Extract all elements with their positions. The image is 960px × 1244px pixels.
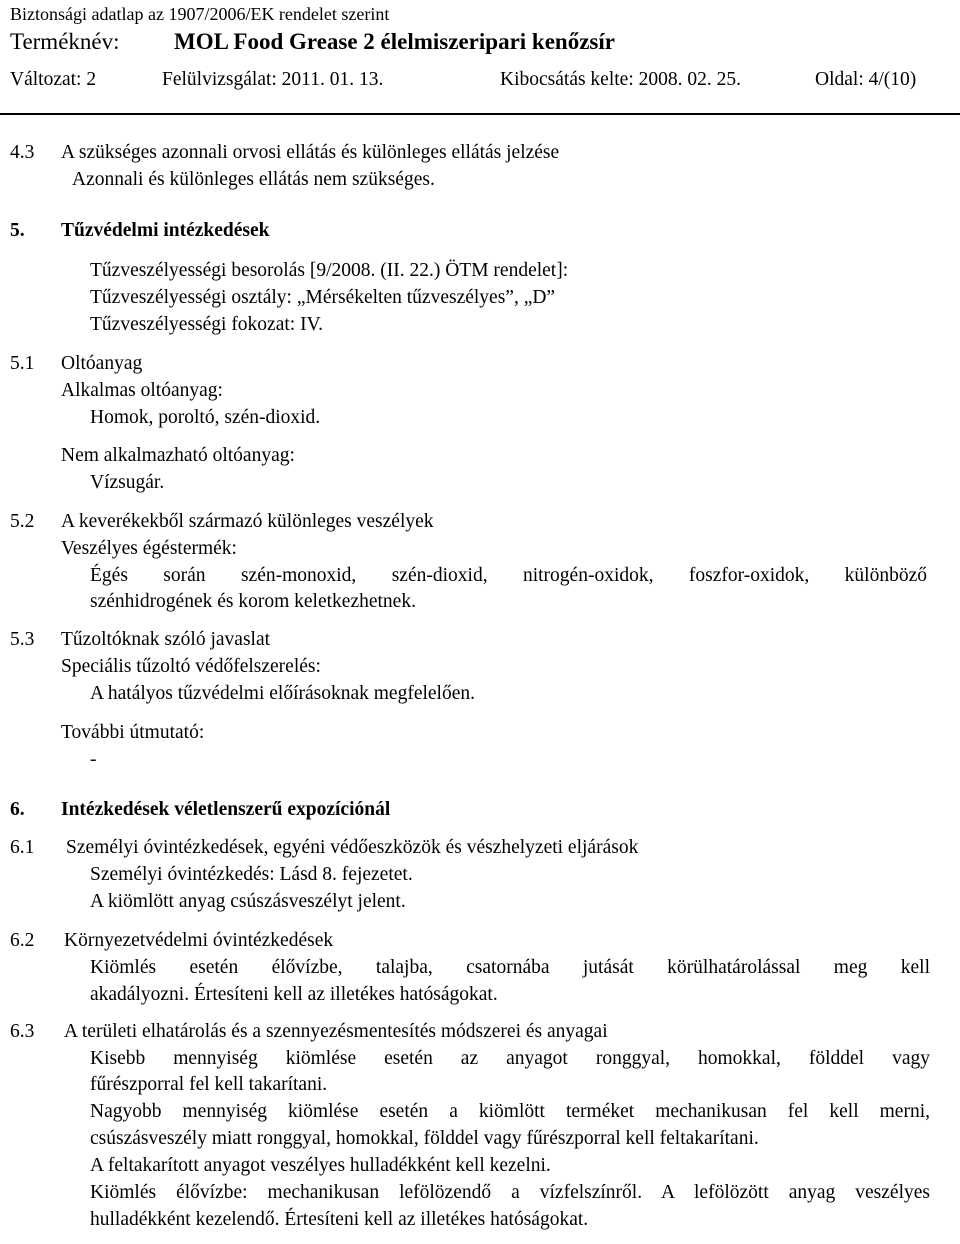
section-6-2-title: Környezetvédelmi óvintézkedések xyxy=(64,930,334,951)
unsuitable-media-label: Nem alkalmazható oltóanyag: xyxy=(61,445,295,466)
combustion-products-text-2: szénhidrogének és korom keletkezhetnek. xyxy=(90,591,416,612)
section-6-1-number: 6.1 xyxy=(10,837,35,858)
further-advice-label: További útmutató: xyxy=(61,722,205,743)
section-6-number: 6. xyxy=(10,799,25,820)
section-5-title: Tűzvédelmi intézkedések xyxy=(61,220,270,241)
unsuitable-media-text: Vízsugár. xyxy=(90,472,165,493)
section-4-3-text: Azonnali és különleges ellátás nem szükséges. xyxy=(72,169,435,190)
section-6-2-number: 6.2 xyxy=(10,930,35,951)
protective-equipment-label: Speciális tűzoltó védőfelszerelés: xyxy=(61,656,321,677)
protective-equipment-text: A hatályos tűzvédelmi előírásoknak megfelelően. xyxy=(90,683,476,704)
fire-class: Tűzveszélyességi osztály: „Mérsékelten tűzveszélyes”, „D” xyxy=(90,287,556,308)
cleanup-small-text-2: fűrészporral fel kell takarítani. xyxy=(90,1074,328,1095)
cleanup-large-text-1: Nagyobb mennyiség kiömlése esetén a kiömlött terméket mechanikusan fel kell merni, xyxy=(90,1101,930,1122)
suitable-media-text: Homok, poroltó, szén-dioxid. xyxy=(90,407,321,428)
cleanup-small-text-1: Kisebb mennyiség kiömlése esetén az anyagot ronggyal, homokkal, földdel vagy xyxy=(90,1048,930,1069)
section-6-title: Intézkedések véletlenszerű expozíciónál xyxy=(61,799,391,820)
header-divider xyxy=(0,113,960,115)
slip-hazard-text: A kiömlött anyag csúszásveszélyt jelent. xyxy=(90,891,406,912)
section-5-2-title: A keverékekből származó különleges veszélyek xyxy=(61,511,434,532)
section-5-3-title: Tűzoltóknak szóló javaslat xyxy=(61,629,271,650)
section-5-2-number: 5.2 xyxy=(10,511,35,532)
waste-handling-text: A feltakarított anyagot veszélyes hulladékként kell kezelni. xyxy=(90,1155,551,1176)
water-spill-text-2: hulladékként kezelendő. Értesíteni kell az illetékes hatóságokat. xyxy=(90,1209,589,1230)
section-5-1-title: Oltóanyag xyxy=(61,353,143,374)
section-4-3-title: A szükséges azonnali orvosi ellátás és különleges ellátás jelzése xyxy=(61,142,560,163)
section-4-3-number: 4.3 xyxy=(10,142,35,163)
regulation-line: Biztonsági adatlap az 1907/2006/EK rendelet szerint xyxy=(10,4,390,24)
combustion-products-text-1: Égés során szén-monoxid, szén-dioxid, nitrogén-oxidok, foszfor-oxidok, különböző xyxy=(90,565,927,586)
revision-date: Felülvizsgálat: 2011. 01. 13. xyxy=(162,69,384,90)
environmental-text-1: Kiömlés esetén élővízbe, talajba, csatornába jutását körülhatárolással meg kell xyxy=(90,957,930,978)
product-label: Terméknév: xyxy=(10,29,120,54)
suitable-media-label: Alkalmas oltóanyag: xyxy=(61,380,223,401)
water-spill-text-1: Kiömlés élővízbe: mechanikusan lefölözendő a vízfelszínről. A lefölözött anyag veszélyes xyxy=(90,1182,930,1203)
personal-precautions-text: Személyi óvintézkedés: Lásd 8. fejezetet. xyxy=(90,864,413,885)
further-advice-text: - xyxy=(90,749,97,770)
environmental-text-2: akadályozni. Értesíteni kell az illetékes hatóságokat. xyxy=(90,984,498,1005)
issue-date: Kibocsátás kelte: 2008. 02. 25. xyxy=(500,69,741,90)
cleanup-large-text-2: csúszásveszély miatt ronggyal, homokkal, földdel vagy fűrészporral kell feltakarítani. xyxy=(90,1128,759,1149)
page-number: Oldal: 4/(10) xyxy=(815,69,917,90)
fire-degree: Tűzveszélyességi fokozat: IV. xyxy=(90,314,324,335)
version: Változat: 2 xyxy=(10,69,97,90)
section-5-number: 5. xyxy=(10,220,25,241)
product-name: MOL Food Grease 2 élelmiszeripari kenőzsír xyxy=(174,29,615,54)
section-5-1-number: 5.1 xyxy=(10,353,35,374)
fire-classification: Tűzveszélyességi besorolás [9/2008. (II. 22.) ÖTM rendelet]: xyxy=(90,260,569,281)
section-5-3-number: 5.3 xyxy=(10,629,35,650)
section-6-3-number: 6.3 xyxy=(10,1021,35,1042)
section-6-1-title: Személyi óvintézkedések, egyéni védőeszközök és vészhelyzeti eljárások xyxy=(66,837,639,858)
combustion-products-label: Veszélyes égéstermék: xyxy=(61,538,237,559)
section-6-3-title: A területi elhatárolás és a szennyezésmentesítés módszerei és anyagai xyxy=(64,1021,608,1042)
